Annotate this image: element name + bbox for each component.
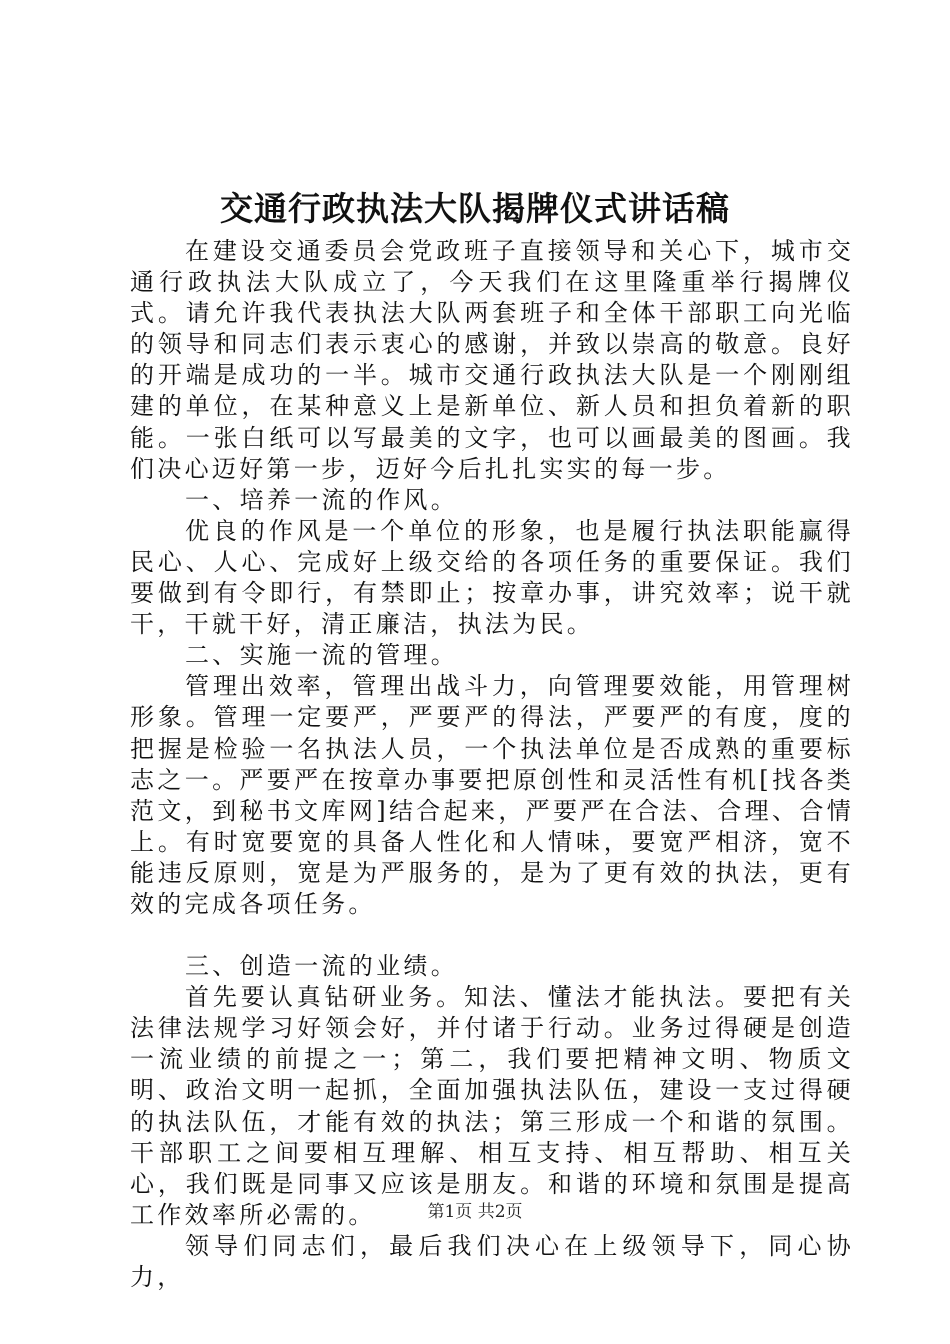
paragraph-section-3: 首先要认真钻研业务。知法、懂法才能执法。要把有关法律法规学习好领会好，并付诸于行动。业务过得硬是创造一流业绩的前提之一；第二，我们要把精神文明、物质文明、政治文明一起抓，全面加强执法队伍，建设一支过得硬的执法队伍，才能有效的执法；第三形成一个和谐的氛围。干部职工之间要相互理解、相互支持、相互帮助、相互关心，我们既是同事又应该是朋友。和谐的环境和氛围是提高工作效率所必需的。 (130, 983, 854, 1229)
paragraph-section-1: 优良的作风是一个单位的形象，也是履行执法职能赢得民心、人心、完成好上级交给的各项任务的重要保证。我们要做到有令即行，有禁即止；按章办事，讲究效率；说干就干，干就干好，清正廉洁，执法为民。 (130, 516, 854, 639)
section-heading-1: 一、培养一流的作风。 (185, 485, 458, 514)
document-title: 交通行政执法大队揭牌仪式讲话稿 (220, 189, 730, 228)
paragraph-intro: 在建设交通委员会党政班子直接领导和关心下，城市交通行政执法大队成立了，今天我们在这里隆重举行揭牌仪式。请允许我代表执法大队两套班子和全体干部职工向光临的领导和同志们表示衷心的感谢，并致以崇高的敬意。良好的开端是成功的一半。城市交通行政执法大队是一个刚刚组建的单位，在某种意义上是新单位、新人员和担负着新的职能。一张白纸可以写最美的文字，也可以画最美的图画。我们决心迈好第一步，迈好今后扎扎实实的每一步。 (130, 237, 854, 483)
page-number: 第1页 共2页 (427, 1202, 523, 1222)
paragraph-section-2: 管理出效率，管理出战斗力，向管理要效能，用管理树形象。管理一定要严，严要严的得法，严要严的有度，度的把握是检验一名执法人员，一个执法单位是否成熟的重要标志之一。严要严在按章办事要把原创性和灵活性有机[找各类范文，到秘书文库网]结合起来，严要严在合法、合理、合情上。有时宽要宽的具备人性化和人情味，要宽严相济，宽不能违反原则，宽是为严服务的，是为了更有效的执法，更有效的完成各项任务。 (130, 672, 854, 918)
paragraph-spacer (130, 920, 854, 951)
section-heading-2: 二、实施一流的管理。 (185, 641, 458, 670)
document-body (130, 236, 854, 1293)
section-heading-3: 三、创造一流的业绩。 (185, 952, 458, 981)
paragraph-closing: 领导们同志们，最后我们决心在上级领导下，同心协力， (130, 1231, 854, 1291)
